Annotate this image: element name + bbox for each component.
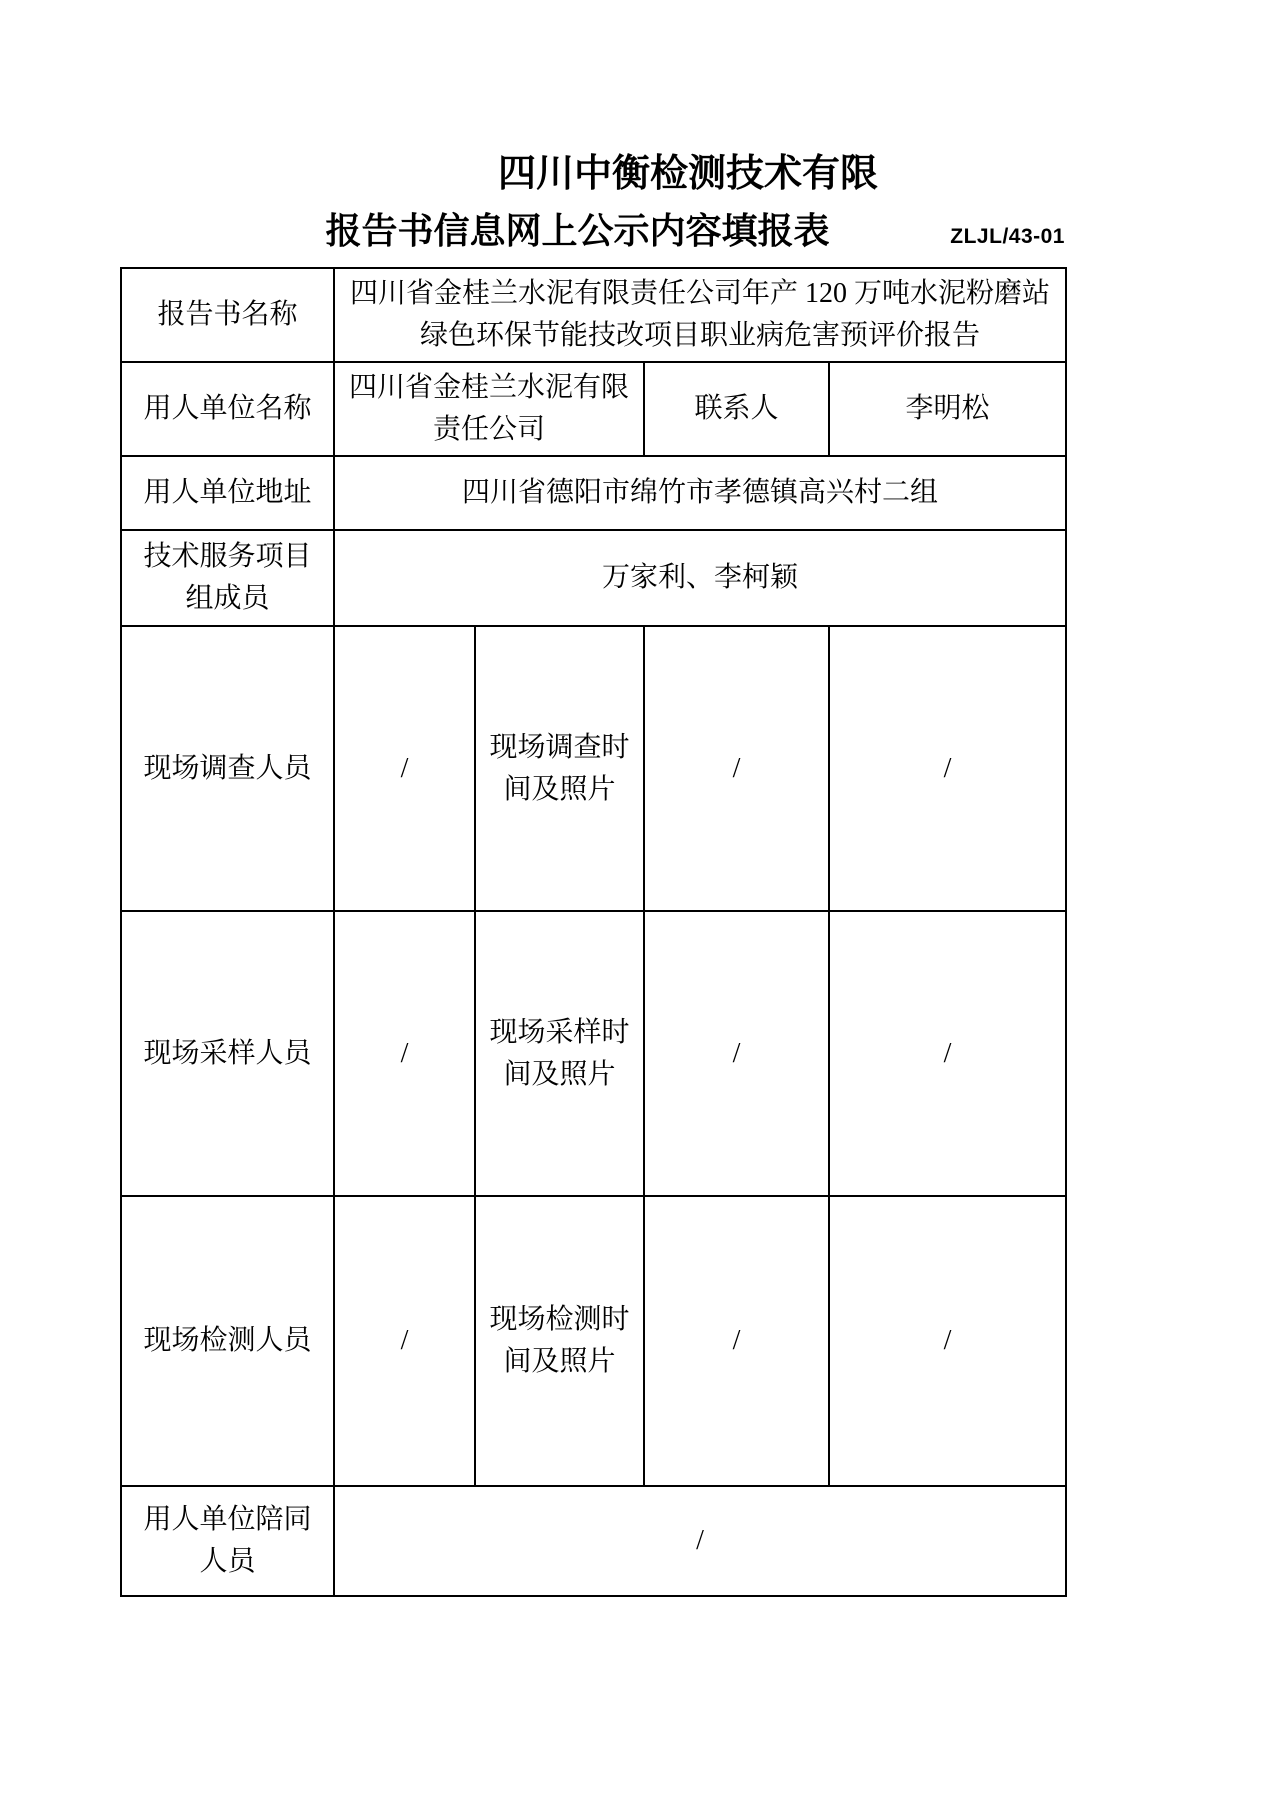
form-header	[120, 206, 1065, 254]
team-members-value: 万家利、李柯颖	[334, 530, 1066, 626]
site-sampling-time-value: /	[644, 911, 829, 1196]
employer-name-label: 用人单位名称	[121, 362, 334, 456]
report-name-label: 报告书名称	[121, 268, 334, 362]
row-employer-address	[121, 456, 1066, 530]
site-sampling-person-value: /	[334, 911, 475, 1196]
site-testing-label: 现场检测人员	[121, 1196, 334, 1486]
team-members-label: 技术服务项目组成员	[121, 530, 334, 626]
site-survey-photo-value: /	[829, 626, 1066, 911]
site-testing-time-value: /	[644, 1196, 829, 1486]
site-survey-time-value: /	[644, 626, 829, 911]
report-name-value-line2: 绿色环保节能技改项目职业病危害预评价报告	[420, 320, 981, 351]
company-title: 四川中衡检测技术有限	[497, 153, 878, 195]
site-survey-time-label: 现场调查时间及照片	[475, 626, 644, 911]
employer-address-label: 用人单位地址	[121, 456, 334, 530]
report-name-value-line1: 四川省金桂兰水泥有限责任公司年产 120 万吨水泥粉磨站	[350, 278, 1051, 309]
site-testing-person-value: /	[334, 1196, 475, 1486]
employer-address-value: 四川省德阳市绵竹市孝德镇高兴村二组	[334, 456, 1066, 530]
contact-label: 联系人	[644, 362, 829, 456]
report-name-value	[334, 268, 1066, 362]
row-site-testing	[121, 1196, 1066, 1486]
row-site-sampling	[121, 911, 1066, 1196]
site-sampling-time-label: 现场采样时间及照片	[475, 911, 644, 1196]
employer-escort-label: 用人单位陪同人员	[121, 1486, 334, 1596]
site-survey-person-value: /	[334, 626, 475, 911]
employer-name-value: 四川省金桂兰水泥有限责任公司	[334, 362, 644, 456]
site-testing-time-label: 现场检测时间及照片	[475, 1196, 644, 1486]
form-title: 报告书信息网上公示内容填报表	[325, 210, 830, 251]
report-form-table	[120, 267, 1067, 1597]
site-sampling-photo-value: /	[829, 911, 1066, 1196]
form-code: ZLJL/43-01	[950, 225, 1065, 248]
row-employer-name	[121, 362, 1066, 456]
site-testing-photo-value: /	[829, 1196, 1066, 1486]
site-sampling-label: 现场采样人员	[121, 911, 334, 1196]
contact-value: 李明松	[829, 362, 1066, 456]
row-team-members	[121, 530, 1066, 626]
row-report-name	[121, 268, 1066, 362]
site-survey-label: 现场调查人员	[121, 626, 334, 911]
row-employer-escort	[121, 1486, 1066, 1596]
row-site-survey	[121, 626, 1066, 911]
employer-escort-value: /	[334, 1486, 1066, 1596]
